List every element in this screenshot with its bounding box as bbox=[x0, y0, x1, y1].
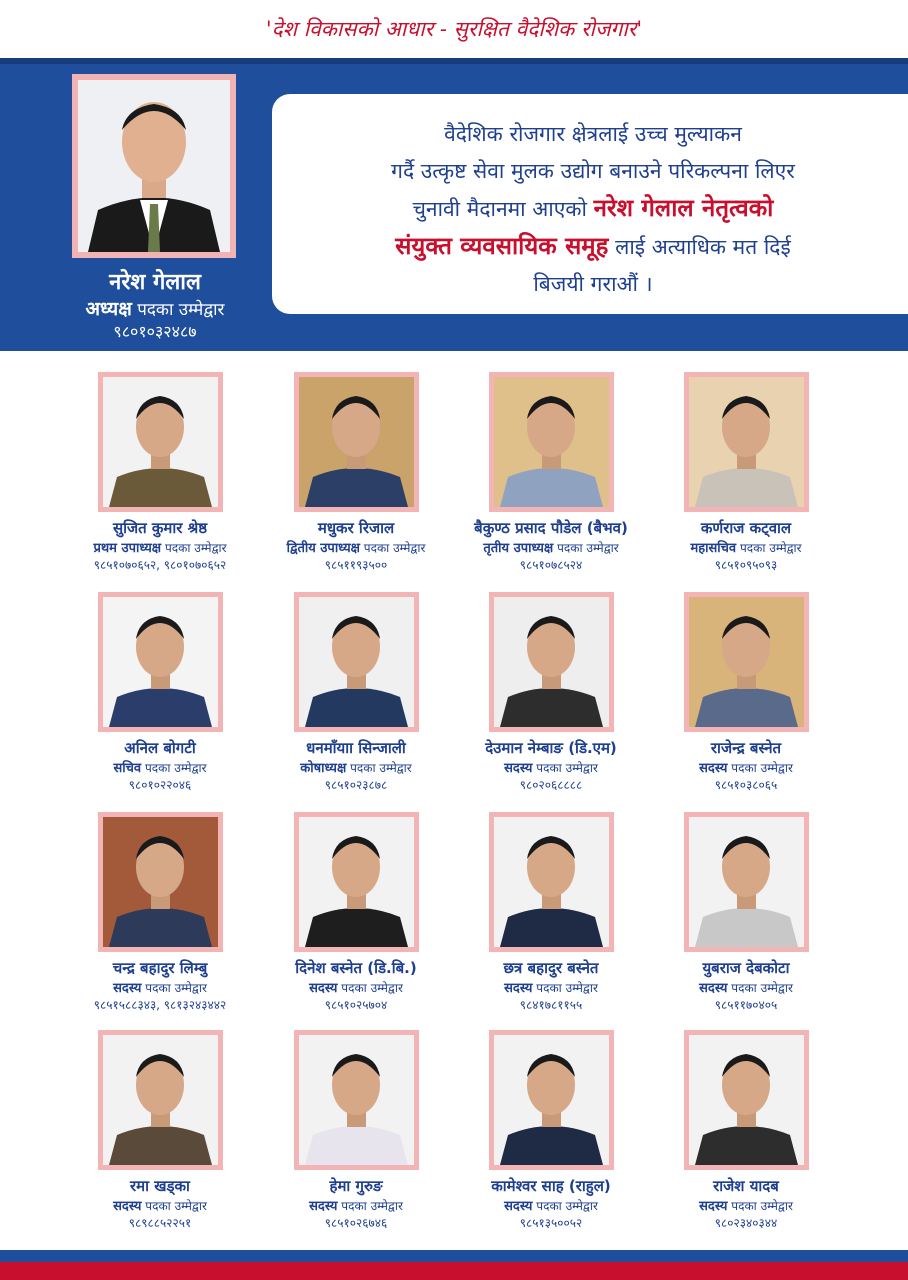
candidate-post bbox=[451, 1196, 651, 1214]
candidate-portrait-icon bbox=[103, 377, 218, 507]
candidate-photo bbox=[299, 817, 414, 947]
message-line-3-text: चुनावी मैदानमा आएको bbox=[412, 197, 587, 221]
candidate-phone: ९८५१५८८३४३, ९८१३२४३४४२ bbox=[93, 998, 227, 1012]
slogan-text: 'देश विकासको आधार - सुरक्षित वैदेशिक रोजगार' bbox=[265, 17, 643, 41]
candidate-phone: ९८९८८५२२५१ bbox=[128, 1216, 192, 1230]
candidate-phone: ९८५११९३५०० bbox=[324, 558, 388, 572]
candidate-portrait-icon bbox=[299, 817, 414, 947]
candidate-portrait-icon bbox=[299, 1035, 414, 1165]
candidate-post-suffix: पदका उम्मेद्वार bbox=[739, 541, 802, 555]
candidate-phone: ९८५१०७८५२४ bbox=[519, 558, 583, 572]
candidate-photo-frame bbox=[294, 372, 419, 512]
candidate-post-suffix: पदका उम्मेद्वार bbox=[145, 1199, 207, 1213]
candidate-post-title: सदस्य bbox=[699, 761, 728, 776]
candidate-portrait-icon bbox=[103, 1035, 218, 1165]
message-line-4 bbox=[298, 228, 888, 266]
candidate-phone: ९८४१७८११५५ bbox=[519, 998, 583, 1012]
candidate-portrait-icon bbox=[689, 597, 804, 727]
candidate-portrait-icon bbox=[689, 377, 804, 507]
leader-photo bbox=[78, 80, 230, 252]
candidate-photo bbox=[103, 597, 218, 727]
candidate-post-title: सचिव bbox=[113, 761, 142, 776]
leader-post-title: अध्यक्ष bbox=[85, 298, 132, 320]
candidate-portrait-icon bbox=[494, 377, 609, 507]
candidate-post bbox=[60, 758, 260, 776]
candidate-photo-frame bbox=[294, 812, 419, 952]
candidate-photo-frame bbox=[98, 592, 223, 732]
candidate-name: देउमान नेम्बाङ (डि.एम) bbox=[485, 739, 617, 757]
candidate-photo bbox=[689, 817, 804, 947]
candidate-post-title: तृतीय उपाध्यक्ष bbox=[483, 541, 554, 556]
candidate-photo bbox=[299, 1035, 414, 1165]
candidate-post-suffix: पदका उम्मेद्वार bbox=[350, 761, 412, 775]
candidate-post-title: सदस्य bbox=[113, 981, 142, 996]
candidate-post-suffix: पदका उम्मेद्वार bbox=[536, 981, 598, 995]
candidate-phone: ९८०२३४०३४४ bbox=[714, 1216, 778, 1230]
candidate-phone: ९८५१०९५०९३ bbox=[714, 558, 778, 572]
candidate-portrait-icon bbox=[494, 597, 609, 727]
candidate-name: युबराज देबकोटा bbox=[702, 959, 790, 977]
candidate-photo-frame bbox=[684, 592, 809, 732]
candidate-phone: ९८०२०६८८८८ bbox=[519, 778, 583, 792]
message-highlight-leader: नरेश गेलाल नेतृत्वको bbox=[593, 194, 774, 222]
candidate-post bbox=[451, 758, 651, 776]
candidate-post-suffix: पदका उम्मेद्वार bbox=[145, 981, 207, 995]
candidate-post-suffix: पदका उम्मेद्वार bbox=[731, 1199, 793, 1213]
leader-portrait-icon bbox=[78, 80, 230, 252]
candidate-post-suffix: पदका उम्मेद्वार bbox=[536, 1199, 598, 1213]
candidate-name: धनमाँयाा सिन्जाली bbox=[306, 739, 406, 757]
candidate-post-title: कोषाध्यक्ष bbox=[300, 761, 347, 776]
candidate-photo-frame bbox=[489, 1030, 614, 1170]
candidate-post bbox=[256, 1196, 456, 1214]
candidate-post bbox=[646, 758, 846, 776]
candidate-phone: ९८५१०२५७०४ bbox=[324, 998, 388, 1012]
candidate-photo bbox=[689, 597, 804, 727]
candidate-post bbox=[60, 1196, 260, 1214]
candidate-photo-frame bbox=[489, 592, 614, 732]
candidate-photo-frame bbox=[684, 812, 809, 952]
candidate-name: रमा खड्का bbox=[130, 1177, 190, 1195]
message-line-1: वैदेशिक रोजगार क्षेत्रलाई उच्च मुल्याकन bbox=[444, 122, 742, 146]
candidate-photo-frame bbox=[294, 592, 419, 732]
candidate-portrait-icon bbox=[103, 817, 218, 947]
candidate-portrait-icon bbox=[299, 377, 414, 507]
candidate-post-suffix: पदका उम्मेद्वार bbox=[731, 761, 793, 775]
candidate-phone: ९८५१०२३८७८ bbox=[324, 778, 388, 792]
candidate-post-title: सदस्य bbox=[504, 981, 533, 996]
leader-post-suffix: पदका उम्मेद्वार bbox=[137, 300, 225, 320]
message-line-4-text: लाई अत्याधिक मत दिई bbox=[615, 235, 791, 259]
leader-phone: ९८०१०३२४८७ bbox=[113, 322, 197, 341]
leader-photo-frame bbox=[72, 74, 236, 258]
candidate-photo bbox=[494, 597, 609, 727]
candidate-post-suffix: पदका उम्मेद्वार bbox=[557, 541, 619, 555]
candidate-post-title: प्रथम उपाध्यक्ष bbox=[93, 541, 162, 556]
candidate-post-title: सदस्य bbox=[699, 981, 728, 996]
message-line-2: गर्दै उत्कृष्ट सेवा मुलक उद्योग बनाउने परिकल्पना लिएर bbox=[391, 159, 795, 183]
candidate-post-title: द्वितीय उपाध्यक्ष bbox=[286, 541, 360, 556]
candidate-post-title: महासचिव bbox=[690, 541, 737, 556]
candidate-phone: ९८५१३५००५२ bbox=[519, 1216, 583, 1230]
candidate-photo-frame bbox=[684, 372, 809, 512]
candidate-name: छत्र बहादुर बस्नेत bbox=[503, 959, 599, 977]
candidate-phone: ९८५१०७०६५२, ९८०१०७०६५२ bbox=[93, 558, 227, 572]
candidate-post bbox=[60, 538, 260, 556]
candidate-photo-frame bbox=[684, 1030, 809, 1170]
candidate-portrait-icon bbox=[494, 817, 609, 947]
candidate-photo bbox=[103, 1035, 218, 1165]
candidate-post bbox=[256, 758, 456, 776]
candidate-name: दिनेश बस्नेत (डि.बि.) bbox=[295, 959, 417, 977]
candidate-photo-frame bbox=[98, 372, 223, 512]
candidate-post-title: सदस्य bbox=[699, 1199, 728, 1214]
candidate-phone: ९८०१०२२०४६ bbox=[128, 778, 192, 792]
candidate-post-title: सदस्य bbox=[504, 761, 533, 776]
banner-top-stripe bbox=[0, 58, 908, 64]
candidate-photo-frame bbox=[294, 1030, 419, 1170]
candidate-photo bbox=[689, 377, 804, 507]
candidate-name: कामेश्वर साह (राहुल) bbox=[491, 1177, 611, 1195]
candidate-photo-frame bbox=[489, 372, 614, 512]
candidate-photo bbox=[689, 1035, 804, 1165]
candidate-post-title: सदस्य bbox=[504, 1199, 533, 1214]
leader-name: नरेश गेलाल bbox=[109, 270, 201, 295]
candidate-post bbox=[646, 538, 846, 556]
candidate-portrait-icon bbox=[299, 597, 414, 727]
candidate-name: बैकुण्ठ प्रसाद पौडेल (बैभव) bbox=[474, 519, 628, 537]
candidate-photo bbox=[299, 597, 414, 727]
candidate-post-suffix: पदका उम्मेद्वार bbox=[341, 981, 403, 995]
candidate-photo bbox=[103, 377, 218, 507]
candidate-portrait-icon bbox=[494, 1035, 609, 1165]
candidate-post-suffix: पदका उम्मेद्वार bbox=[363, 541, 426, 555]
candidate-post-title: सदस्य bbox=[309, 981, 338, 996]
message-highlight-group: संयुक्त व्यवसायिक समूह bbox=[395, 232, 609, 260]
candidate-name: राजेन्द्र बस्नेत bbox=[710, 739, 782, 757]
message-line-3 bbox=[298, 190, 888, 228]
candidate-photo-frame bbox=[98, 812, 223, 952]
candidate-name: अनिल बोगटी bbox=[124, 739, 196, 757]
leader-post bbox=[30, 295, 280, 321]
message-line-5: बिजयी गराऔं । bbox=[533, 272, 653, 296]
candidate-photo bbox=[103, 817, 218, 947]
candidate-name: राजेश यादब bbox=[713, 1177, 779, 1195]
candidate-post-suffix: पदका उम्मेद्वार bbox=[144, 761, 207, 775]
candidate-post-suffix: पदका उम्मेद्वार bbox=[341, 1199, 403, 1213]
candidate-post-suffix: पदका उम्मेद्वार bbox=[536, 761, 598, 775]
candidate-photo-frame bbox=[98, 1030, 223, 1170]
candidate-name: मधुकर रिजाल bbox=[317, 519, 395, 537]
candidate-post bbox=[256, 538, 456, 556]
candidate-post bbox=[256, 978, 456, 996]
candidate-photo-frame bbox=[489, 812, 614, 952]
candidate-post bbox=[451, 538, 651, 556]
candidate-post bbox=[646, 1196, 846, 1214]
candidate-name: हेमा गुरुङ bbox=[329, 1177, 383, 1195]
candidate-name: कर्णराज कट्वाल bbox=[700, 519, 792, 537]
candidate-name: चन्द्र बहादुर लिम्बु bbox=[112, 959, 208, 977]
candidate-name: सुजित कुमार श्रेष्ठ bbox=[112, 519, 208, 537]
footer-blue-stripe bbox=[0, 1250, 908, 1262]
candidate-phone: ९८५११७०४०५ bbox=[714, 998, 778, 1012]
candidate-post-title: सदस्य bbox=[309, 1199, 338, 1214]
candidate-phone: ९८५१०३८०६५ bbox=[714, 778, 778, 792]
candidate-portrait-icon bbox=[689, 1035, 804, 1165]
candidate-photo bbox=[299, 377, 414, 507]
candidate-phone: ९८५१०२६७४६ bbox=[324, 1216, 388, 1230]
candidate-post-title: सदस्य bbox=[113, 1199, 142, 1214]
candidate-post bbox=[646, 978, 846, 996]
candidate-portrait-icon bbox=[689, 817, 804, 947]
candidate-post-suffix: पदका उम्मेद्वार bbox=[164, 541, 227, 555]
candidate-photo bbox=[494, 817, 609, 947]
candidate-portrait-icon bbox=[103, 597, 218, 727]
campaign-message bbox=[272, 94, 908, 314]
candidate-post-suffix: पदका उम्मेद्वार bbox=[731, 981, 793, 995]
footer-red-stripe bbox=[0, 1262, 908, 1280]
candidate-post bbox=[451, 978, 651, 996]
candidate-photo bbox=[494, 377, 609, 507]
candidate-post bbox=[60, 978, 260, 996]
candidate-photo bbox=[494, 1035, 609, 1165]
